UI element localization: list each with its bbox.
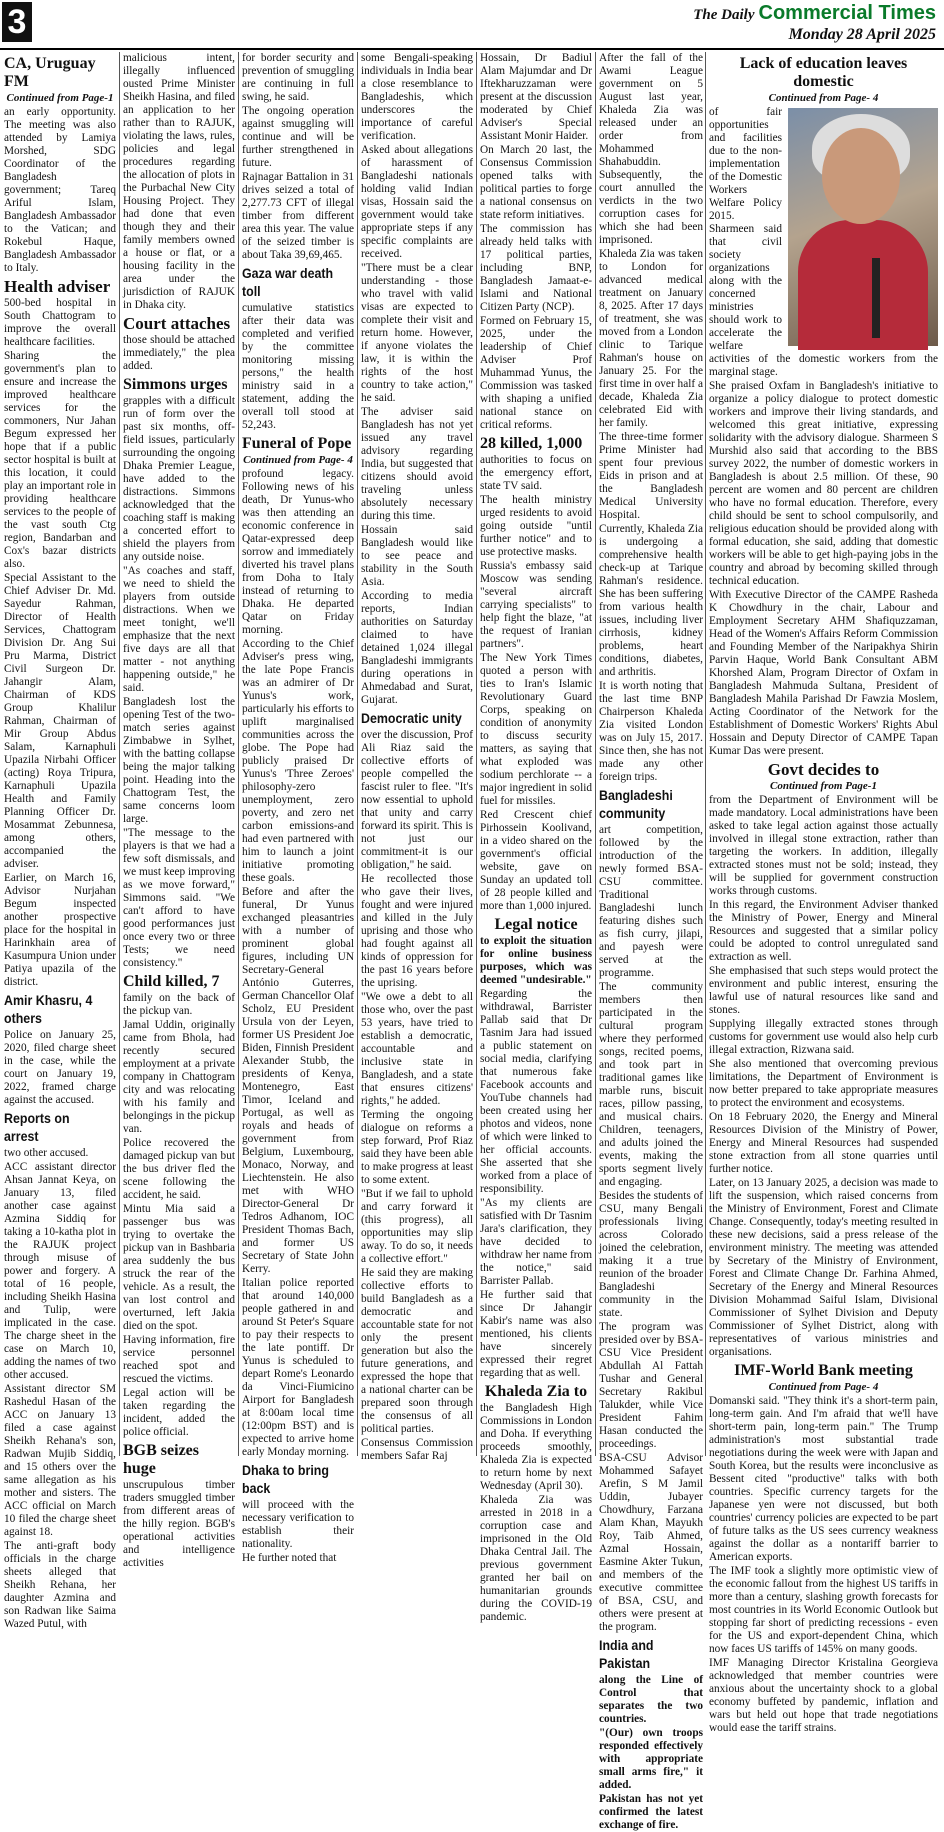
article-text: will proceed with the necessary verification to establish their nationality. [242, 1499, 354, 1550]
article-text: "There must be a clear understanding - those who travel with valid visas are expected to complete their visit and return home. However, if anyone violates the law, it is within the rights of the host country to take action," he said. [361, 262, 473, 404]
article-text: malicious intent, illegally influenced ousted Prime Minister Sheikh Hasina, and filed an application to her rather than to RAJUK, violating the laws, rules, policies and legal procedures regarding the allocation of plots in the Purbachal New City Housing Project. They had done that even though they and their family members owned a house or flat, or a housing facility in the area under the jurisdiction of RAJUK in Dhaka city. [123, 52, 235, 311]
headline-simmons-urges: Simmons urges [123, 376, 228, 393]
article-text: Police on January 25, 2020, filed charge sheet in the case, while the court on January 19, 2022, framed charge against the accused. [4, 1029, 116, 1106]
article-text: The health ministry urged residents to avoid going outside "until further notice" and to use protective masks. [480, 494, 592, 558]
article-text: The commission has already held talks with 17 political parties, including BNP, Bangladesh Jamaat-e-Islami and National Citizen Party (NCP). [480, 223, 592, 313]
article-text: "But if we fail to uphold and carry forward it (this progress), all opportunities may slip away. To do so, it needs a collective effort." [361, 1188, 473, 1265]
article-text: He said they are making collective efforts to build Bangladesh as a democratic and accountable state for not only the present generation but also the future generations, and expressed the hope that a national charter can be prepared soon through the consensus of all political parties. [361, 1267, 473, 1435]
article-text: 500-bed hospital in South Chattogram to improve the overall healthcare facilities. [4, 297, 116, 348]
article-text: Currently, Khaleda Zia is undergoing a comprehensive health check-up at Tarique Rahman's residence. She has been suffering from various health issues, including liver cirrhosis, kidney problems, heart conditions, diabetes, and arthritis. [599, 523, 703, 678]
article-text: Bangladesh lost the opening Test of the two-match series against Zimbabwe in Sylhet, with the batting collapse being the major talking point. Heading into the Chattogram Test, the same concerns loom large. [123, 696, 235, 825]
headline-gaza-war: Gaza war death toll [242, 266, 334, 299]
microphone-icon [872, 258, 880, 338]
article-text: BSA-CSU Advisor Mohammed Safayet Arefin, S M Jamil Uddin, Jubayer Chowdhury, Farzana Alam Khan, Mayukh Roy, Taib Ahmed, Azmal Hossain, Easmine Akter Tukun, and members of the executive committee of BSA, CSU, and others were present at the program. [599, 1452, 703, 1633]
headline-lack-of-education: Lack of education leaves domestic [739, 55, 908, 90]
headline-dhaka-to-bring-back: Dhaka to bring back [242, 1463, 329, 1496]
headline-khaleda-zia: Khaleda Zia to [484, 1383, 588, 1400]
headline-govt-decides: Govt decides to [767, 760, 880, 779]
article-text: "We owe a debt to all those who, over the past 53 years, have tried to establish a democratic, accountable and inclusive state in Bangladesh, and a state that ensures citizens' rights," he added. [361, 991, 473, 1107]
article-text: Domanski said. "They think it's a short-term pain, long-term gain. And I'm afraid that we'll have short-term pain, long-term pain." The Trump administration's most substantial trade negotiations during the week were with Japan and South Korea, but the results were inconclusive as Bessent cited "productive" talks with both countries. Specific currency targets for the Japanese yen were not discussed, but both countries' currency policies are expected to be part of future talks as the US sees currency weakness against the dollar as a nontariff barrier to American exports. [709, 1395, 938, 1563]
article-text: He further said that since Dr Jahangir Kabir's name was also mentioned, his clients have sincerely expressed their regret regarding that as well. [480, 1289, 592, 1379]
article-text: Terming the ongoing dialogue on reforms a step forward, Prof Riaz said they have been able to make progress at least to some extent. [361, 1109, 473, 1186]
article-text: art competition, followed by the introduction of the newly formed BSA-CSU committee. Traditional Bangladeshi lunch featuring dishes such as fish curry, jilapi, and payesh were served at the programme. [599, 824, 703, 979]
headline-28-killed: 28 killed, 1,000 [480, 435, 583, 452]
brand-name: Commercial Times [758, 2, 936, 24]
page-number: 3 [2, 2, 32, 42]
article-text: It is worth noting that the last time BNP Chairperson Khaleda Zia visited London was on July 15, 2017. Since then, she has not made any other foreign trips. [599, 680, 703, 783]
article-text: Assistant director SM Rashedul Hasan of the ACC on January 13 filed a case against Sheikh Rehana's son, Radwan Mujib Siddiq, and 15 others over the same allegation as his mother and sisters. The ACC official on March 10 filed the charge sheet against 18. [4, 1383, 116, 1538]
newspaper-page [4, 52, 940, 1831]
column-divider [595, 52, 596, 1456]
article-text: for border security and prevention of smuggling are continuing in full swing, he said. [242, 52, 354, 103]
article-text: According to media reports, Indian authorities on Saturday claimed to have detained 1,024 illegal Bangladeshi immigrants during operations in Ahmedabad and Surat, Gujarat. [361, 590, 473, 706]
headline-legal-notice: Legal notice [494, 916, 578, 933]
article-text: Hossain said Bangladesh would like to see peace and stability in the South Asia. [361, 524, 473, 588]
article-text: On March 20 last, the Consensus Commission opened talks with political parties to forge a national consensus on state reform initiatives. [480, 144, 592, 221]
article-text: the Bangladesh High Commissions in London and Doha. If everything proceeds smoothly, Khaleda Zia is expected to return home by next Wednesday (April 30). [480, 1402, 592, 1492]
article-text: Khaleda Zia was taken to London for advanced medical treatment on January 8, 2025. After 17 days of treatment, she was moved from a London clinic to Tarique Rahman's house on January 25. For the first time in over half a decade, Khaleda Zia celebrated Eid with her family. [599, 248, 703, 429]
article-text: She also mentioned that overcoming previous limitations, the Department of Environment is now better prepared to take appropriate measures to protect the environment and ecosystems. [709, 1058, 938, 1109]
headline-bgb-seizes: BGB seizes huge [123, 1442, 199, 1477]
article-text: Formed on February 15, 2025, under the leadership of Chief Adviser Prof Muhammad Yunus, the Commission was tasked with shaping a unified national stance on critical reforms. [480, 315, 592, 431]
article-text: Mintu Mia said a passenger bus was trying to overtake the pickup van in Bashbaria area suddenly the bus struck the rear of the vehicle. As a result, the van lost control and overturned, left Jakia died on the spot. [123, 1203, 235, 1332]
article-text: Sharing the government's plan to ensure and increase the improved healthcare services for the commoners, Nur Jahan Begum expressed her hope that if a public sector hospital is built at this location, it could play an important role in providing healthcare services to the people of the vast south Ctg region, Bandarban and Cox's bazar districts also. [4, 350, 116, 570]
article-text: Later, on 13 January 2025, a decision was made to lift the suspension, which raised concerns from the Ministry of Environment, Forest and Climate Change. Consequently, today's meeting resulted in these new decisions, said a press release of the environment ministry. The meeting was attended by Secretary of the Ministry of Environment, Forest and Climate Change Dr. Farhina Ahmed, Secretary of the Energy and Mineral Resources Division Mohammad Saiful Islam, Divisional Commissioner of Sylhet Division and Deputy Commissioner of Sylhet District, along with representatives of various ministries and organisations. [709, 1177, 938, 1358]
article-text: family on the back of the pickup van. [123, 992, 235, 1017]
column-3 [242, 52, 354, 1564]
headline-ca-uruguay: CA, Uruguay FM [4, 55, 96, 90]
article-text: He recollected those who gave their lives, fought and were injured and killed in the July uprising and those who had fought against all kinds of oppression for the past 16 years before the uprising. [361, 873, 473, 989]
column-2 [123, 52, 236, 1569]
article-text: The adviser said Bangladesh has not yet issued any travel advisory regarding India, but suggested that citizens should avoid traveling unless absolutely necessary during this time. [361, 406, 473, 522]
article-text: Consensus Commission members Safar Raj [361, 1437, 473, 1462]
continued-label: Continued from Page-1 [770, 780, 877, 792]
brand-prefix: The Daily [693, 7, 755, 23]
article-text: Regarding the withdrawal, Barrister Pallab said that Dr Tasnim Jara had issued a public statement on social media, clarifying that numerous fake Facebook accounts and YouTube channels had been created using her photos and videos, none of which were linked to her official accounts. She asserted that she worked from a place of responsibility. [480, 988, 592, 1195]
headline-democratic-unity: Democratic unity [361, 711, 462, 726]
article-text: Pakistan has not yet confirmed the latest exchange of fire. [599, 1793, 703, 1831]
photo-figure-face [822, 128, 900, 224]
article-text: authorities to focus on the emergency effort, state TV said. [480, 454, 592, 492]
newspaper-brand [693, 2, 936, 44]
headline-bangladeshi-community: Bangladeshi community [599, 788, 673, 821]
headline-amir-khasru: Amir Khasru, 4 others [4, 993, 93, 1026]
column-divider [705, 52, 706, 1456]
article-text: He further noted that [242, 1552, 337, 1564]
article-text: Police recovered the damaged pickup van but the bus driver fled the scene following the accident, he said. [123, 1137, 235, 1201]
article-text: from the Department of Environment will be made mandatory. Local administrations have been asked to take legal action against those actually involved in illegal stone extraction, rather than targeting the workers. In addition, illegally extracted stones must not be sold; instead, they will be supplied for government construction works through customs. [709, 794, 938, 897]
issue-date: Monday 28 April 2025 [788, 26, 936, 43]
article-text: Italian police reported that around 140,000 people gathered in and around St Peter's Square to pay their respects to the late pontiff. Dr Yunus is scheduled to depart Rome's Leonardo da Vinci-Fiumicino Airport for Bangladesh at 8:00am local time (12:00pm BST) and is expected to arrive home early Monday morning. [242, 1277, 354, 1458]
article-text: "(Our) own troops responded effectively with appropriate small arms fire," it added. [599, 1727, 703, 1791]
photo-figure-body [798, 220, 928, 350]
article-text: Having information, fire service personnel reached spot and rescued the victims. [123, 1334, 235, 1385]
headline-funeral-of-pope: Funeral of Pope [242, 435, 352, 452]
headline-imf-world-bank: IMF-World Bank meeting [734, 1362, 913, 1379]
article-text: profound legacy. Following news of his death, Dr Yunus-who was then attending an economic conference in Qatar-expressed deep sorrow and immediately diverted his travel plans from Doha to Italy instead of returning to Dhaka. He departed Qatar on Friday morning. [242, 468, 354, 636]
column-divider [357, 52, 358, 1456]
article-text: to exploit the situation for online business purposes, which was deemed "undesirable." [480, 935, 592, 986]
article-text: Legal action will be taken regarding the incident, added the police official. [123, 1387, 235, 1438]
column-5 [480, 52, 592, 1623]
article-text: Asked about allegations of harassment of Bangladeshi nationals holding valid Indian visas, Hossain said the government would take appropriate steps if any specific complaints are received. [361, 144, 473, 260]
headline-court-attaches: Court attaches [123, 314, 231, 333]
article-text: Russia's embassy said Moscow was sending "several aircraft carrying specialists" to help fight the blaze, "at the request of Iranian partners". [480, 560, 592, 650]
article-text: The ongoing operation against smuggling will continue and will be further strengthened in future. [242, 105, 354, 169]
masthead [0, 0, 944, 50]
article-text: Rajnagar Battalion in 31 drives seized a total of 2,277.73 CFT of illegal timber from different area this year. The value of the seized timber is about Taka 39,69,465. [242, 171, 354, 261]
headline-reports-on-arrest: Reports on arrest [4, 1111, 70, 1144]
article-text: Supplying illegally extracted stones through customs for government use would also help curb illegal extraction, Rizwana said. [709, 1018, 938, 1056]
article-text: "As coaches and staff, we need to shield the players from outside distractions. When we meet tonight, we'll emphasize that the next five days are all that matter - not anything happening outside," he said. [123, 565, 235, 694]
column-divider [238, 52, 239, 1456]
article-text: ACC assistant director Ahsan Jannat Keya, on January 13, filed another case against Azmina Siddiq for taking a 10-katha plot in the RAJUK project through misuse of power and forgery. A total of 16 people, including Sheikh Hasina and Tulip, were implicated in the case. The charge sheet in the case on March 10, adding the names of two other accused. [4, 1161, 116, 1381]
article-text: Jamal Uddin, originally came from Bhola, had recently secured employment at a private company in Chattogram city and was relocating with his family and belongings in the pickup van. [123, 1019, 235, 1135]
column-6 [599, 52, 703, 1831]
article-text: of fair opportunities and facilities due to the non-implementation of the Domestic Workers Welfare Policy 2015. Sharmeen said that civil society organizations along with the concerned ministries should work to accelerate the welfare activities of the domestic workers from the marginal stage. [709, 106, 938, 378]
article-text: She emphasised that such steps would protect the environment and public interest, ensuring the lawful use of natural resources like sand and stones. [709, 965, 938, 1016]
article-text: Special Assistant to the Chief Adviser Dr. Md. Sayedur Rahman, Director of Health Services, Chattogram Division Dr. Ang Sui Pru Marma, District Civil Surgeon Dr. Jahangir Alam, Chairman of KDS Group Khalilur Rahman, Chairman of Mir Group Abdus Salam, Karnaphuli Upazila Nirbahi Officer (acting) Roya Tripura, Karnaphuli Upazila Health and Family Planning Officer Dr. Mosammat Zebunnesa, among others, accompanied the adviser. [4, 572, 116, 870]
article-text: "The message to the players is that we had a few soft dismissals, and we must keep improving as we move forward," Simmons said. "We can't afford to have good performances just once every two or three Tests; we need consistency." [123, 827, 236, 969]
article-text: The anti-graft body officials in the charge sheets alleged that Sheikh Rehana, her daughter Azmina and son Radwan like Saima Wazed Putul, with [4, 1540, 116, 1630]
article-text: grapples with a difficult run of form over the past six months, off-field issues, particularly surrounding the ongoing Dhaka Premier League, have added to the distractions. Simmons acknowledged that the coaching staff is making a concerted effort to shield the players from any outside noise. [123, 395, 235, 563]
article-text: She praised Oxfam in Bangladesh's initiative to organize a policy dialogue to protect domestic workers and improve their living standards, and welcomed this great initiative, expressing solidarity with the advisory dialogue. Sharmeen S Murshid also said that according to the BBS survey 2022, the number of domestic workers in Bangladesh is about 2.5 million. Of these, 90 percent are women and 80 percent are children who have no formal education. Therefore, every child should be sent to school compulsorily, and religious education should be provided along with formal education, she said, adding that domestic workers will be able to get high-paying jobs in the country and abroad by becoming skilled through technical education. [709, 380, 938, 587]
speaker-photo [788, 108, 938, 346]
article-text: Hossain, Dr Badiul Alam Majumdar and Dr Iftekharuzzaman were present at the discussion moderated by Chief Adviser's Special Assistant Monir Haider. [480, 52, 592, 142]
article-text: two other accused. [4, 1147, 89, 1159]
article-text: cumulative statistics after their data was completed and verified by the committee monitoring missing persons," the health ministry said in a statement, adding the overall toll stood at 52,243. [242, 302, 354, 431]
article-text: Khaleda Zia was arrested in 2018 in a corruption case and imprisoned in the Old Dhaka Central Jail. The previous government granted her bail on humanitarian grounds during the COVID-19 pandemic. [480, 1494, 592, 1623]
column-1 [4, 52, 116, 1630]
headline-india-and-pakistan: India and Pakistan [599, 1638, 654, 1671]
article-text: The three-time former Prime Minister had spent four previous Eids in prison and at the Bangladesh Medical University Hospital. [599, 431, 703, 521]
article-text: Before and after the funeral, Dr Yunus exchanged pleasantries with a number of prominent global figures, including UN Secretary-General António Guterres, German Chancellor Olaf Scholz, EU President Ursula von der Leyen, former US President Joe Biden, Finnish President Alexander Stubb, the presidents of Kenya, Montenegro, East Timor, Iceland and Portugal, as well as royals and heads of government from Belgium, Luxembourg, Monaco, Norway, and Liechtenstein. He also met with WHO Director-General Dr Tedros Adhanom, IOC President Thomas Bach, and former US Secretary of State John Kerry. [242, 886, 354, 1275]
article-text: The IMF took a slightly more optimistic view of the economic fallout from the highest US tariffs in more than a century, slashing growth forecasts for most countries in its World Economic Outlook but stopping far short of predicting recessions - even for the US and export-dependent China, which now faces US tariffs of 145% on many goods. [709, 1565, 938, 1655]
article-text: The program was presided over by BSA-CSU Vice President Abdullah Al Fattah Tushar and General Secretary Rakibul Talukder, while Vice President Fahim Hasan conducted the proceedings. [599, 1321, 703, 1450]
article-text: an early opportunity. The meeting was also attended by Lamiya Morshed, SDG Coordinator of the Bangladesh government; Tareq Ariful Islam, Bangladesh Ambassador to the Vatican; and Rokebul Haque, Bangladesh Ambassador to Italy. [4, 106, 116, 274]
headline-child-killed: Child killed, 7 [123, 973, 220, 990]
article-text: those should be attached immediately," the plea added. [123, 334, 235, 372]
column-divider [476, 52, 477, 1456]
article-text: The community members then participated in the cultural program where they performed songs, recited poems, and took part in traditional games like marble runs, biscuit races, pillow passing, and musical chairs. Children, teenagers, and adults joined the events, making the sports segment lively and engaging. [599, 981, 703, 1188]
article-text: In this regard, the Environment Adviser thanked the Ministry of Power, Energy and Mineral Resources and suggested that a similar policy could be adopted to control unregulated sand extraction as well. [709, 899, 938, 963]
column-7 [709, 52, 938, 1734]
article-text: Red Crescent chief Pirhossein Koolivand, in a video shared on the government's official website, gave on Sunday an updated toll of 28 people killed and more than 1,000 injured. [480, 809, 592, 912]
article-text: some Bengali-speaking individuals in India bear a close resemblance to Bangladeshis, which underscores the importance of careful verification. [361, 52, 473, 142]
article-text: unscrupulous timber traders smuggled timber from different areas of the hilly region. BGB's operational activities and intelligence activities [123, 1479, 235, 1569]
article-text: over the discussion, Prof Ali Riaz said the collective efforts of people compelled the fascist ruler to flee. "It's now essential to uphold that unity and carry forward its spirit. This is not just our commitment-it is our obligation," he said. [361, 729, 473, 871]
column-4 [361, 52, 473, 1462]
continued-label: Continued from Page- 4 [243, 454, 353, 466]
article-text: With Executive Director of the CAMPE Rasheda K Chowdhury in the chair, Labour and Employment Secretary AHM Shafiquzzaman, Head of the Women's Affairs Reform Commission and Founding Member of the Naripakhya Shirin Parvin Haque, World Bank Consultant ABM Khorshed Alam, Program Director of Oxfam in Bangladesh Mahmuda Sultana, President of Bangladesh Mahila Parishad Dr Fawzia Moslem, Acting Coordinator of the Network for the Establishment of Domestic Workers' Rights Abul Hossain and Deputy Director of CAMPE Tapan Kumar Das were present. [709, 589, 938, 757]
article-text: After the fall of the Awami League government on 5 August last year, Khaleda Zia was released under an order from Mohammed Shahabuddin. Subsequently, the court annulled the verdicts in the two corruption cases for which she had been imprisoned. [599, 52, 703, 246]
article-text: On 18 February 2020, the Energy and Mineral Resources Division of the Ministry of Power, Energy and Mineral Resources had suspended stone extraction from all stone quarries until further notice. [709, 1111, 938, 1175]
continued-label: Continued from Page-1 [6, 92, 114, 104]
headline-health-adviser: Health adviser [4, 277, 111, 296]
continued-label: Continued from Page- 4 [768, 92, 879, 104]
continued-label: Continued from Page- 4 [768, 1381, 879, 1393]
article-text: According to the Chief Adviser's press wing, the late Pope Francis was an admirer of Dr Yunus's work, particularly his efforts to uplift marginalised communities across the globe. The Pope had publicly praised Dr Yunus's 'Three Zeroes' philosophy-zero unemployment, zero poverty, and zero net carbon emissions-and had even partnered with him to launch a joint initiative promoting these goals. [242, 638, 354, 884]
article-text: The New York Times quoted a person with ties to Iran's Islamic Revolutionary Guard Corps, speaking on condition of anonymity to discuss security matters, as saying that what exploded was sodium perchlorate -- a major ingredient in solid fuel for missiles. [480, 652, 592, 807]
article-text: along the Line of Control that separates the two countries. [599, 1674, 703, 1725]
article-text: IMF Managing Director Kristalina Georgieva acknowledged that member countries were anxious about the uncertainty shock to a global economy buffeted by pandemic, inflation and wars but held out hope that trade negotiations would ease the tariff strains. [709, 1657, 938, 1734]
article-text: Earlier, on March 16, Advisor Nurjahan Begum inspected another prospective place for the hospital in Harinkhain area of Kasumpura Union under Patiya upazila of the district. [4, 872, 116, 988]
column-divider [119, 52, 120, 1456]
article-text: Besides the students of CSU, many Bengali professionals living across Colorado joined the celebration, making it a true reunion of the broader Bangladeshi community in the state. [599, 1190, 703, 1319]
article-text: "As my clients are satisfied with Dr Tasnim Jara's clarification, they have decided to withdraw her name from the notice," said Barrister Pallab. [480, 1197, 592, 1287]
